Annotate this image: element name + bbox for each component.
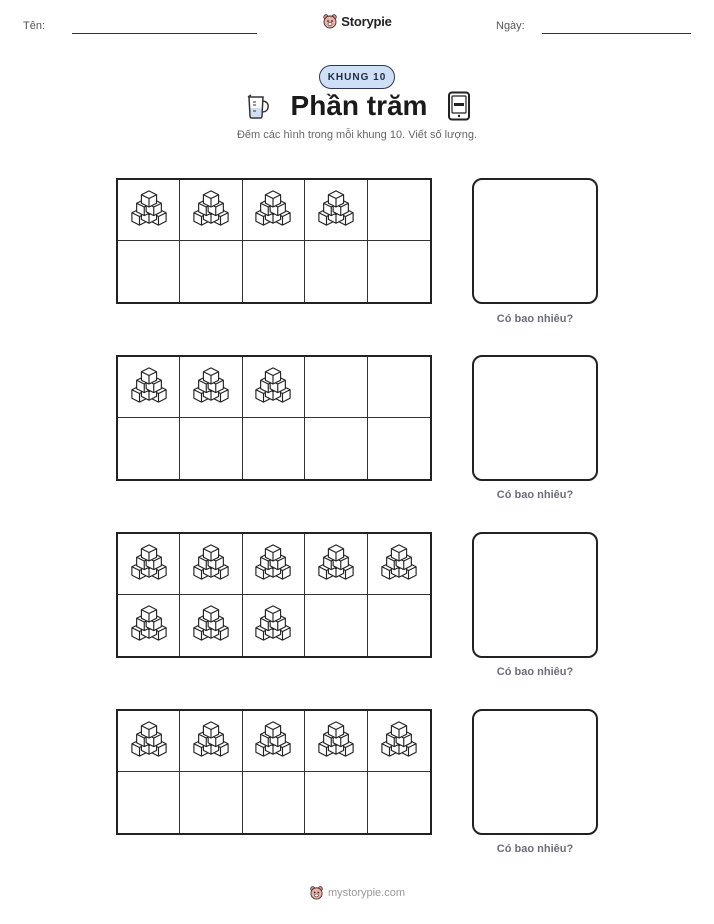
frame-cell [118, 180, 180, 241]
frame-cell [305, 241, 367, 302]
frame-cell [118, 595, 180, 656]
cube-stack-icon [315, 543, 357, 586]
frame-cell [368, 357, 430, 418]
frame-cell [180, 241, 242, 302]
brand-logo [0, 13, 714, 29]
date-label: Ngày: [496, 20, 525, 32]
cube-stack-icon [128, 189, 170, 232]
cube-stack-icon [378, 543, 420, 586]
tablet-icon [447, 91, 471, 121]
cube-stack-icon [252, 189, 294, 232]
frame-cell [243, 711, 305, 772]
frame-cell [180, 534, 242, 595]
frame-cell [305, 180, 367, 241]
name-line[interactable] [72, 33, 257, 34]
frame-cell [118, 357, 180, 418]
frame-cell [180, 418, 242, 479]
answer-box[interactable] [472, 709, 598, 835]
ten-frame [116, 178, 432, 304]
cube-stack-icon [190, 604, 232, 647]
page-title: Phần trăm [290, 90, 428, 121]
ten-frame [116, 709, 432, 835]
cube-stack-icon [315, 720, 357, 763]
frame-cell [180, 357, 242, 418]
frame-cell [368, 418, 430, 479]
measuring-jug-icon [243, 92, 271, 120]
cube-stack-icon [128, 366, 170, 409]
frame-cell [243, 241, 305, 302]
frame-cell [118, 241, 180, 302]
cube-stack-icon [128, 543, 170, 586]
cube-stack-icon [190, 543, 232, 586]
frame-cell [180, 595, 242, 656]
answer-box[interactable] [472, 178, 598, 304]
frame-cell [368, 534, 430, 595]
frame-cell [243, 595, 305, 656]
answer-box[interactable] [472, 355, 598, 481]
title-row [0, 90, 714, 122]
cube-stack-icon [315, 189, 357, 232]
frame-cell [305, 711, 367, 772]
badge-text: KHUNG 10 [327, 71, 387, 83]
answer-box[interactable] [472, 532, 598, 658]
cube-stack-icon [190, 189, 232, 232]
frame-cell [180, 711, 242, 772]
frame-cell [305, 772, 367, 833]
date-line[interactable] [542, 33, 691, 34]
frame-cell [243, 772, 305, 833]
question-label: Có bao nhiêu? [496, 313, 574, 325]
footer-url: mystorypie.com [327, 886, 406, 899]
brand-name: Storypie [341, 13, 392, 29]
instructions: Đếm các hình trong mỗi khung 10. Viết số lượng. [236, 129, 477, 141]
cube-stack-icon [252, 543, 294, 586]
cube-stack-icon [252, 720, 294, 763]
question-label: Có bao nhiêu? [496, 843, 574, 855]
question-label: Có bao nhiêu? [496, 489, 574, 501]
frame-cell [243, 418, 305, 479]
frame-cell [118, 772, 180, 833]
frame-cell [368, 711, 430, 772]
cube-stack-icon [252, 366, 294, 409]
frame-cell [180, 772, 242, 833]
bear-mascot-icon [322, 13, 338, 29]
ten-frame [116, 355, 432, 481]
frame-cell [243, 534, 305, 595]
worksheet-badge [319, 65, 395, 89]
frame-cell [118, 534, 180, 595]
question-label: Có bao nhiêu? [496, 666, 574, 678]
bear-mascot-icon [309, 885, 324, 900]
frame-cell [180, 180, 242, 241]
cube-stack-icon [252, 604, 294, 647]
cube-stack-icon [128, 720, 170, 763]
cube-stack-icon [190, 366, 232, 409]
ten-frame [116, 532, 432, 658]
frame-cell [118, 418, 180, 479]
frame-cell [118, 711, 180, 772]
footer [0, 885, 714, 900]
frame-cell [368, 595, 430, 656]
frame-cell [305, 418, 367, 479]
frame-cell [305, 357, 367, 418]
frame-cell [243, 357, 305, 418]
frame-cell [368, 241, 430, 302]
frame-cell [305, 595, 367, 656]
frame-cell [368, 772, 430, 833]
frame-cell [305, 534, 367, 595]
frame-cell [368, 180, 430, 241]
frame-cell [243, 180, 305, 241]
cube-stack-icon [378, 720, 420, 763]
cube-stack-icon [190, 720, 232, 763]
name-label: Tên: [23, 20, 46, 32]
cube-stack-icon [128, 604, 170, 647]
